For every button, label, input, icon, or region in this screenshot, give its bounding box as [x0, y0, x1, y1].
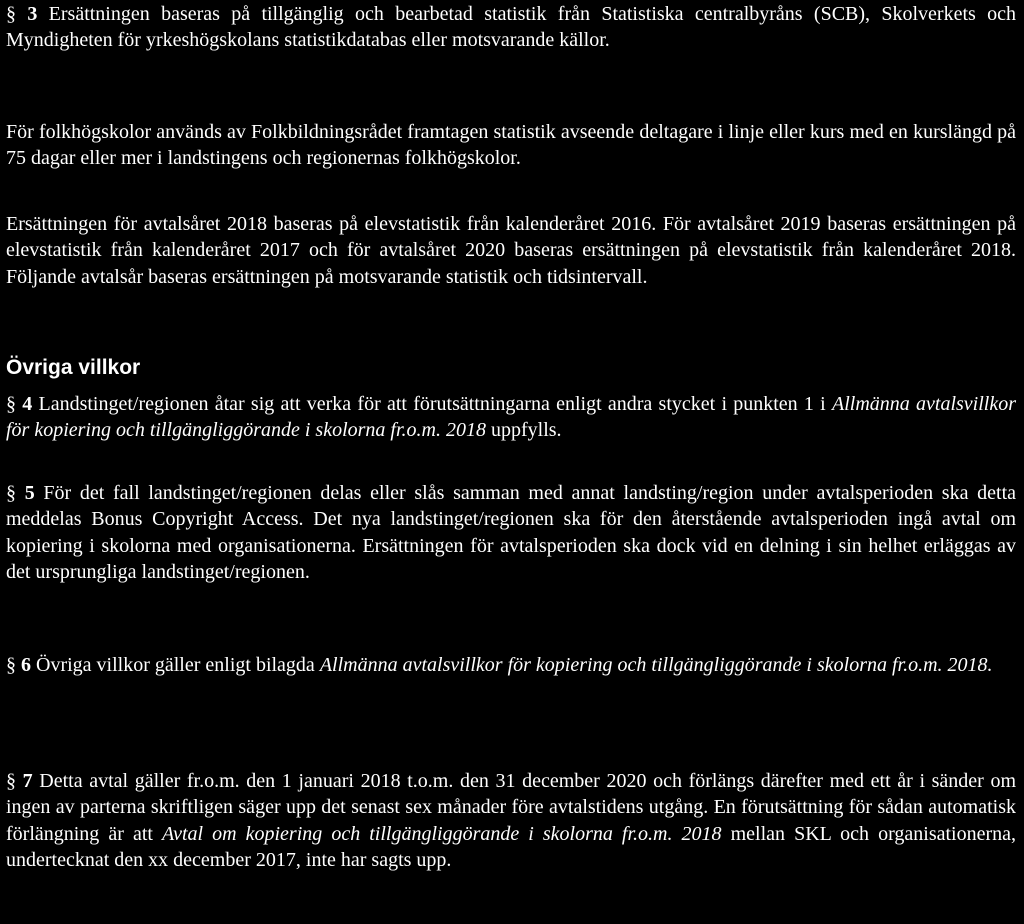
section-6-italic-reference: Allmänna avtalsvillkor för kopiering och tillgängliggörande i skolorna fr.o.m. 2018.	[319, 654, 993, 676]
section-7-text-a: Detta avtal gäller fr.o.m. den 1 januari 2018 t.o.m. den 31 december 2020 och förlängs därefter med ett år i sänder om ingen av parterna skriftligen säger upp det senast sex månader före avtalstidens utgång. En förutsättning för sådan automatisk förlängning är att	[6, 770, 1017, 845]
section-number: 3	[27, 3, 38, 25]
section-3-text-2: För folkhögskolor används av Folkbildningsrådet framtagen statistik avseende deltagare i linje eller kurs med en kurslängd på 75 dagar eller mer i landstingens och regionernas folkhögskolor.	[6, 121, 1016, 170]
section-sign: §	[6, 770, 16, 792]
section-number: 7	[22, 770, 33, 792]
section-sign: §	[6, 3, 16, 25]
section-sign: §	[6, 393, 16, 415]
section-3-text-3: Ersättningen för avtalsåret 2018 baseras på elevstatistik från kalenderåret 2016. För avtalsåret 2019 baseras ersättningen på elevstatistik från kalenderåret 2017 och för avtalsåret 2020 baseras ersättningen på elevstatistik från kalenderåret 2018. Följande avtalsår baseras ersättningen på motsvarande statistik och tidsintervall.	[6, 213, 1016, 288]
section-5-text: För det fall landstinget/regionen delas eller slås samman med annat landsting/region under avtalsperioden ska detta meddelas Bonus Copyright Access. Det nya landstinget/regionen ska för den återstående avtalsperioden ingå avtal om kopiering i skolorna med organisationerna. Ersättningen för avtalsperioden ska dock vid en delning i sin helhet erläggas av det ursprungliga landstinget/regionen.	[6, 482, 1017, 584]
section-number: 5	[24, 482, 35, 504]
section-6-paragraph	[6, 652, 1016, 678]
section-7-italic-reference: Avtal om kopiering och tillgängliggörande i skolorna fr.o.m. 2018	[161, 822, 722, 845]
section-4-text-a: Landstinget/regionen åtar sig att verka för att förutsättningarna enligt andra stycket i punkten 1 i	[38, 393, 826, 415]
section-4-italic-reference: Allmänna avtalsvillkor för kopiering och tillgängliggörande i skolorna fr.o.m. 2018	[6, 393, 1016, 442]
section-number: 4	[22, 393, 33, 415]
heading-ovriga-villkor: Övriga villkor	[6, 356, 141, 379]
section-3-paragraph-3	[6, 211, 1016, 290]
section-3-text-1: Ersättningen baseras på tillgänglig och bearbetad statistik från Statistiska centralbyråns (SCB), Skolverkets och Myndigheten för yrkeshögskolans statistikdatabas eller motsvarande källor.	[6, 3, 1016, 52]
section-4-paragraph	[6, 391, 1016, 444]
section-4-text-b: uppfylls.	[491, 419, 562, 442]
section-6-text-a: Övriga villkor gäller enligt bilagda	[36, 654, 315, 676]
section-7-paragraph	[6, 768, 1016, 874]
section-sign: §	[6, 654, 16, 676]
section-sign: §	[6, 482, 16, 504]
section-7-text-b: mellan SKL och organisationerna, undertecknat den xx december 2017, inte har sagts upp.	[6, 822, 1017, 872]
section-number: 6	[21, 654, 31, 676]
section-3-paragraph-1	[6, 1, 1016, 54]
section-5-paragraph	[6, 480, 1016, 586]
section-3-paragraph-2	[6, 119, 1016, 172]
